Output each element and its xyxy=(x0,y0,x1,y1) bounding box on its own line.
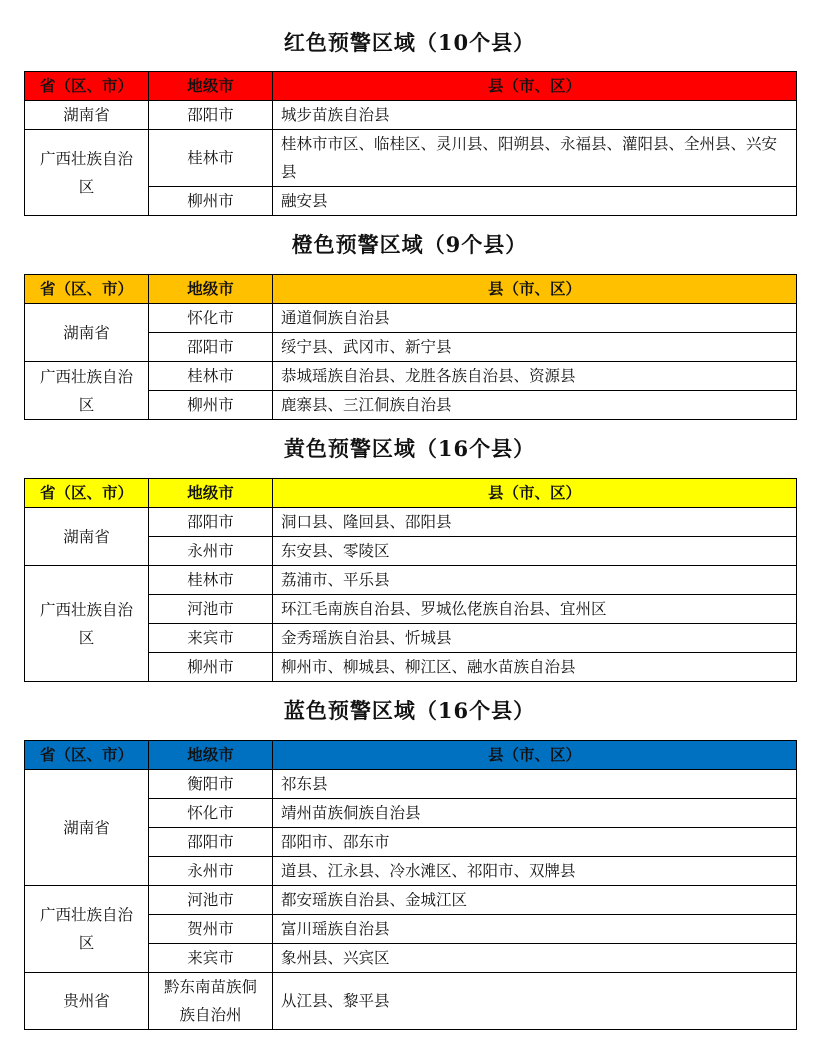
table-header-row xyxy=(25,275,797,304)
province-cell: 广西壮族自治区 xyxy=(25,886,149,973)
province-cell: 广西壮族自治区 xyxy=(25,362,149,420)
city-cell: 柳州市 xyxy=(149,187,273,216)
table-header-row xyxy=(25,479,797,508)
table-row xyxy=(25,973,797,1030)
city-cell: 桂林市 xyxy=(149,362,273,391)
header-city: 地级市 xyxy=(149,479,273,508)
city-cell: 邵阳市 xyxy=(149,508,273,537)
city-cell: 怀化市 xyxy=(149,799,273,828)
header-province: 省（区、市） xyxy=(25,479,149,508)
header-province: 省（区、市） xyxy=(25,741,149,770)
county-cell: 富川瑶族自治县 xyxy=(273,915,797,944)
county-cell: 鹿寨县、三江侗族自治县 xyxy=(273,391,797,420)
county-cell: 桂林市市区、临桂区、灵川县、阳朔县、永福县、灌阳县、全州县、兴安县 xyxy=(273,130,797,187)
table-row xyxy=(25,508,797,537)
county-cell: 东安县、零陵区 xyxy=(273,537,797,566)
city-cell: 柳州市 xyxy=(149,391,273,420)
header-county: 县（市、区） xyxy=(273,72,797,101)
header-province: 省（区、市） xyxy=(25,275,149,304)
county-cell: 洞口县、隆回县、邵阳县 xyxy=(273,508,797,537)
county-cell: 城步苗族自治县 xyxy=(273,101,797,130)
city-cell: 怀化市 xyxy=(149,304,273,333)
county-cell: 象州县、兴宾区 xyxy=(273,944,797,973)
city-cell: 邵阳市 xyxy=(149,828,273,857)
city-cell: 河池市 xyxy=(149,595,273,624)
city-cell: 邵阳市 xyxy=(149,101,273,130)
county-cell: 环江毛南族自治县、罗城仫佬族自治县、宜州区 xyxy=(273,595,797,624)
header-county: 县（市、区） xyxy=(273,275,797,304)
header-city: 地级市 xyxy=(149,72,273,101)
county-cell: 通道侗族自治县 xyxy=(273,304,797,333)
city-cell: 来宾市 xyxy=(149,944,273,973)
county-cell: 都安瑶族自治县、金城江区 xyxy=(273,886,797,915)
table-row xyxy=(25,362,797,391)
city-cell: 永州市 xyxy=(149,537,273,566)
table-header-row xyxy=(25,72,797,101)
table-row xyxy=(25,566,797,595)
county-cell: 柳州市、柳城县、柳江区、融水苗族自治县 xyxy=(273,653,797,682)
province-cell: 广西壮族自治区 xyxy=(25,130,149,216)
county-cell: 祁东县 xyxy=(273,770,797,799)
red-warning-table xyxy=(24,71,797,216)
table-header-row xyxy=(25,741,797,770)
table-row xyxy=(25,304,797,333)
city-cell: 桂林市 xyxy=(149,566,273,595)
city-cell: 永州市 xyxy=(149,857,273,886)
orange-warning-title: 橙色预警区域（9个县） xyxy=(291,232,528,257)
city-cell: 邵阳市 xyxy=(149,333,273,362)
county-cell: 恭城瑶族自治县、龙胜各族自治县、资源县 xyxy=(273,362,797,391)
city-cell: 黔东南苗族侗族自治州 xyxy=(149,973,273,1030)
county-cell: 融安县 xyxy=(273,187,797,216)
header-city: 地级市 xyxy=(149,275,273,304)
header-city: 地级市 xyxy=(149,741,273,770)
table-row xyxy=(25,886,797,915)
table-row xyxy=(25,770,797,799)
province-cell: 广西壮族自治区 xyxy=(25,566,149,682)
county-cell: 从江县、黎平县 xyxy=(273,973,797,1030)
table-row xyxy=(25,130,797,187)
county-cell: 道县、江永县、冷水滩区、祁阳市、双牌县 xyxy=(273,857,797,886)
province-cell: 湖南省 xyxy=(25,508,149,566)
province-cell: 湖南省 xyxy=(25,770,149,886)
city-cell: 桂林市 xyxy=(149,130,273,187)
province-cell: 湖南省 xyxy=(25,101,149,130)
city-cell: 衡阳市 xyxy=(149,770,273,799)
blue-warning-title: 蓝色预警区域（16个县） xyxy=(283,698,536,723)
city-cell: 河池市 xyxy=(149,886,273,915)
city-cell: 柳州市 xyxy=(149,653,273,682)
header-province: 省（区、市） xyxy=(25,72,149,101)
blue-warning-table xyxy=(24,740,797,1030)
county-cell: 邵阳市、邵东市 xyxy=(273,828,797,857)
orange-warning-table xyxy=(24,274,797,420)
yellow-warning-title: 黄色预警区域（16个县） xyxy=(283,436,536,461)
header-county: 县（市、区） xyxy=(273,479,797,508)
city-cell: 来宾市 xyxy=(149,624,273,653)
table-row xyxy=(25,101,797,130)
city-cell: 贺州市 xyxy=(149,915,273,944)
red-warning-title: 红色预警区域（10个县） xyxy=(283,30,536,55)
yellow-warning-table xyxy=(24,478,797,682)
province-cell: 湖南省 xyxy=(25,304,149,362)
header-county: 县（市、区） xyxy=(273,741,797,770)
province-cell: 贵州省 xyxy=(25,973,149,1030)
county-cell: 靖州苗族侗族自治县 xyxy=(273,799,797,828)
county-cell: 绥宁县、武冈市、新宁县 xyxy=(273,333,797,362)
county-cell: 荔浦市、平乐县 xyxy=(273,566,797,595)
county-cell: 金秀瑶族自治县、忻城县 xyxy=(273,624,797,653)
